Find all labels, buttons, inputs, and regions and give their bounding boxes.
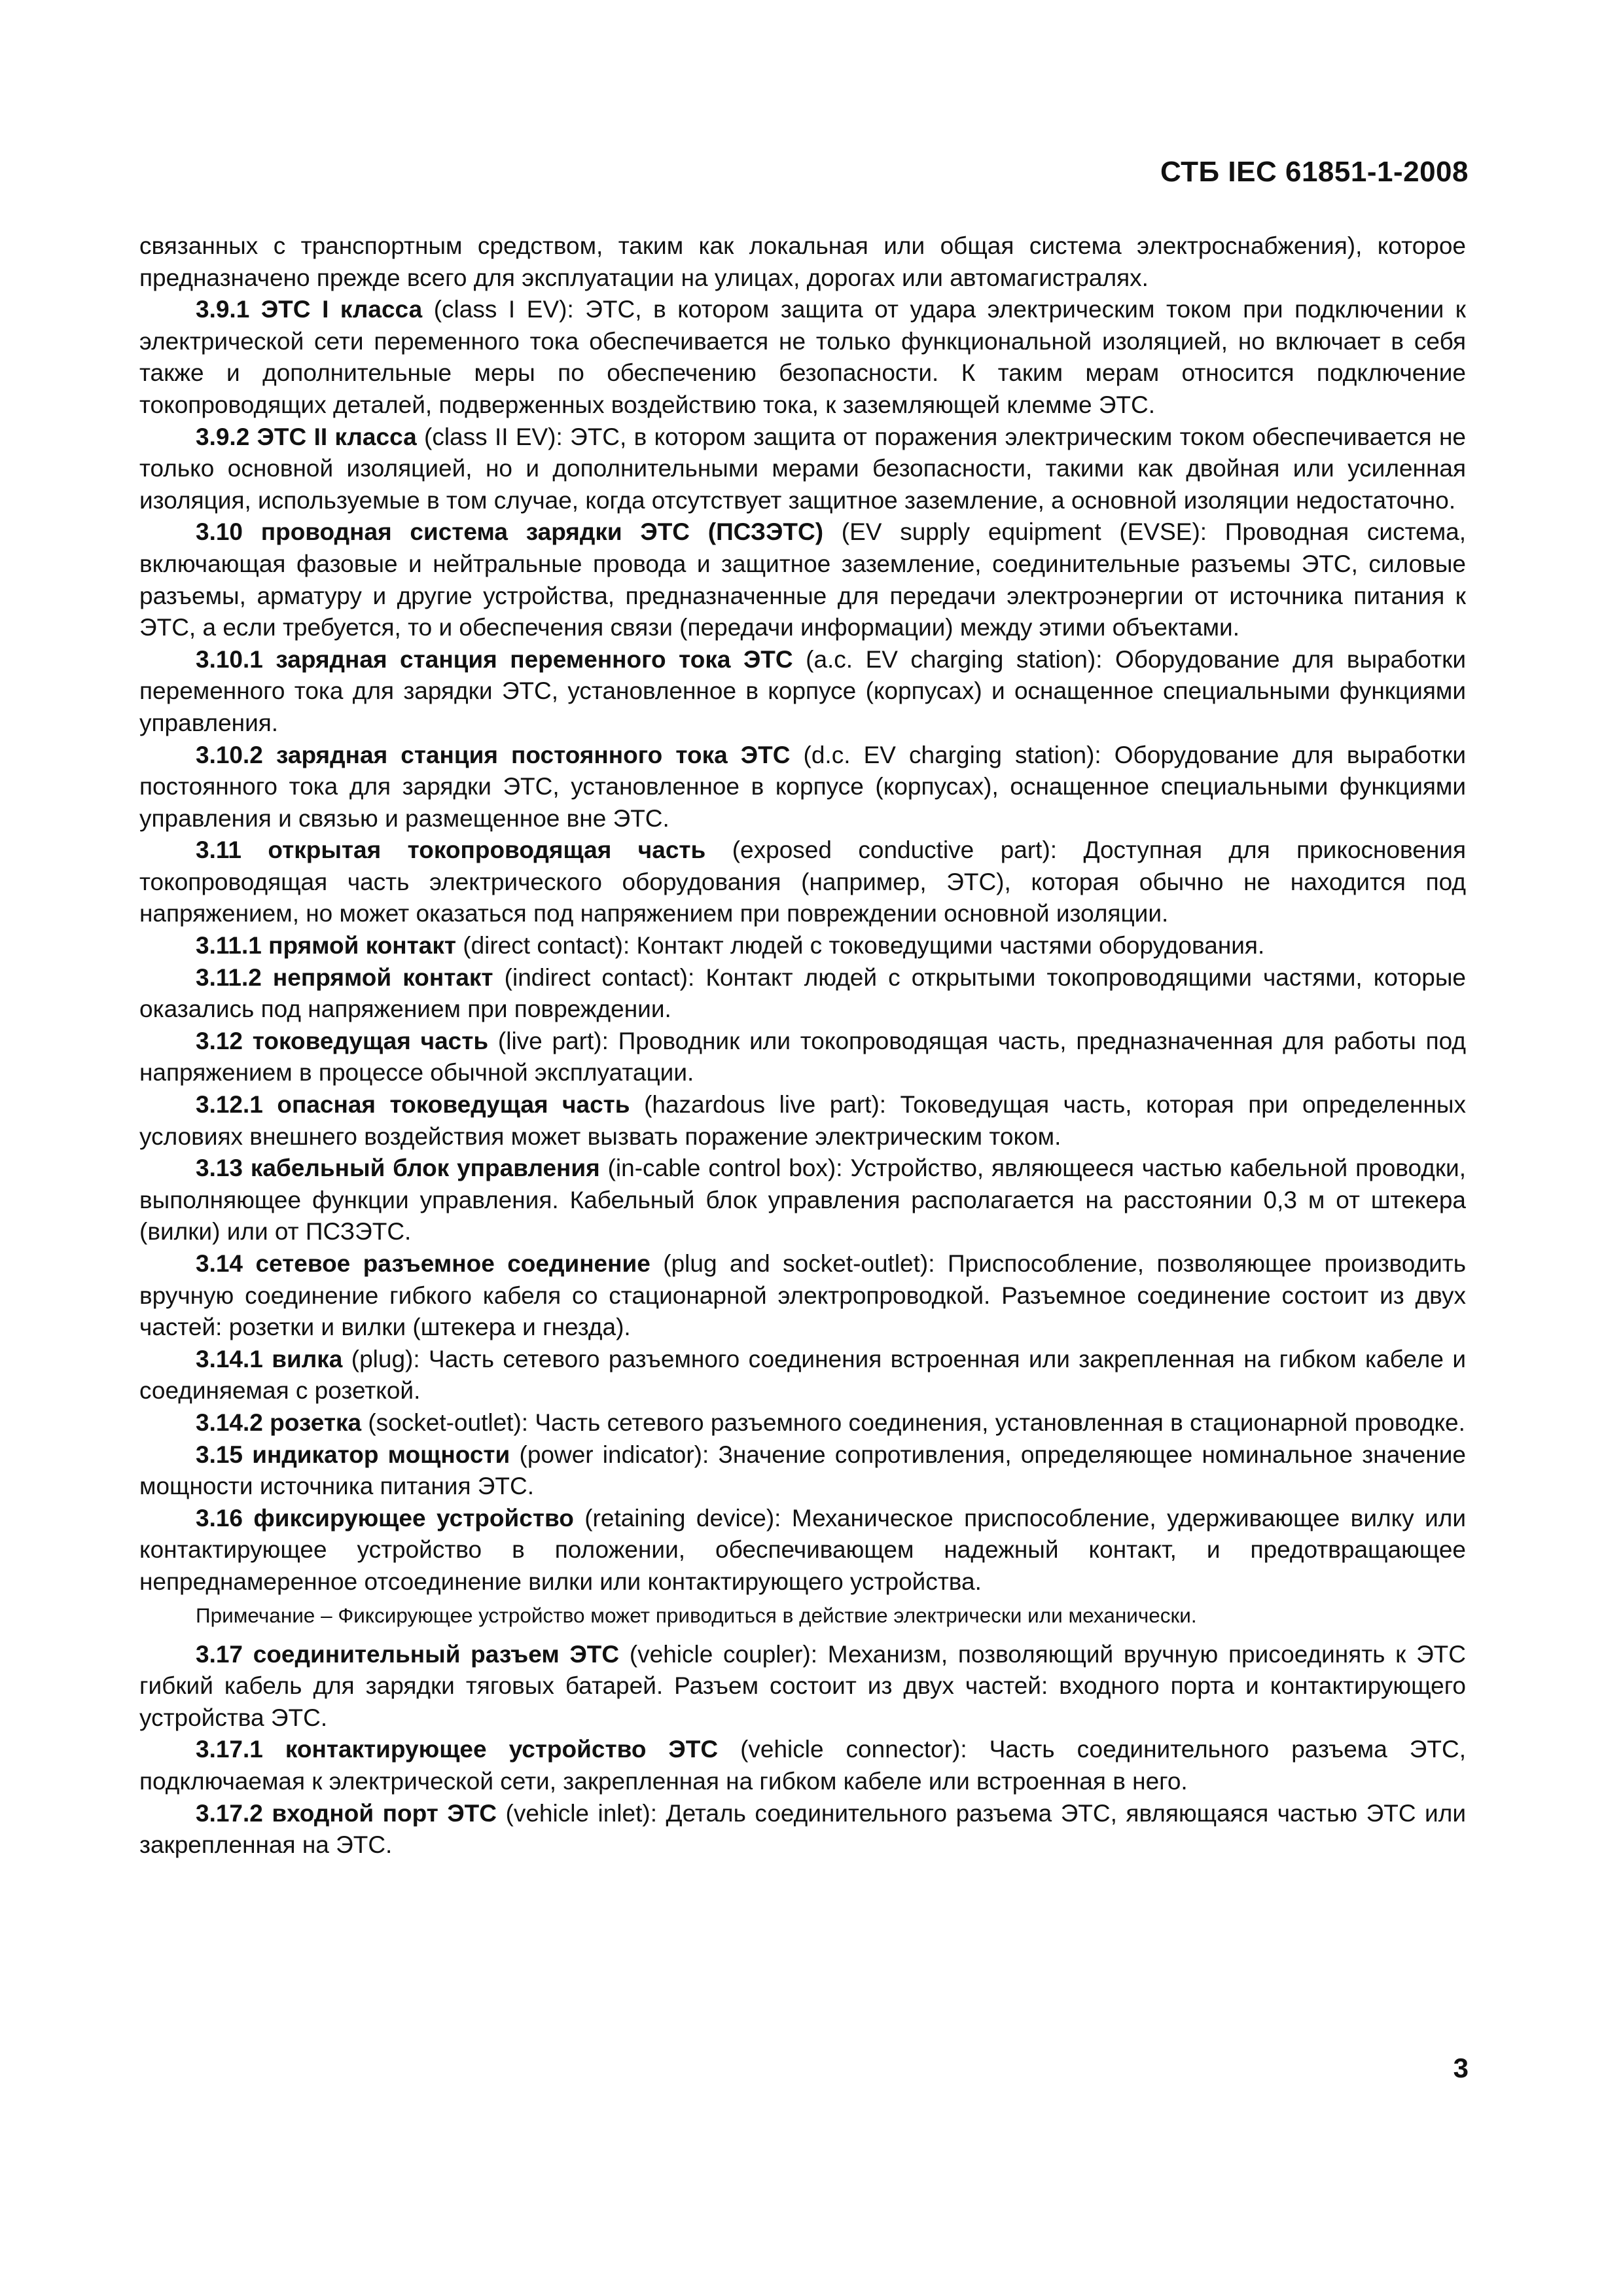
term-label: 3.14.2 розетка [196, 1408, 362, 1436]
definition-text: (class II EV): ЭТС, в котором защита от поражения электрическим током обеспечивается не только основной изоляцией, но и дополнительными мерами безопасности, такими как двойная или усиленная изоляция, используемые в том случае, когда отсутствует защитное заземление, а основной изоляции недостаточно. [139, 423, 1466, 514]
definition-3-14-2 [139, 1407, 1466, 1439]
page-number: 3 [1453, 2053, 1469, 2083]
term-label: 3.17.2 входной порт ЭТС [196, 1799, 497, 1827]
definition-text: (retaining device): Механическое приспособление, удерживающее вилку или контактирующее устройство в положении, обеспечивающем надежный контакт, и предотвращающее непреднамеренное отсоединение вилки или контактирующего устройства. [139, 1504, 1467, 1595]
definition-3-12 [139, 1026, 1466, 1089]
definition-3-15 [139, 1439, 1466, 1503]
definition-text: (vehicle inlet): Деталь соединительного разъема ЭТС, являющаяся частью ЭТС или закрепленная на ЭТС. [139, 1799, 1466, 1859]
definition-text: (socket-outlet): Часть сетевого разъемного соединения, установленная в стационарной проводке. [361, 1408, 1465, 1436]
document-header: СТБ IEC 61851-1-2008 [1160, 156, 1469, 188]
term-label: 3.9.1 ЭТС I класса [196, 296, 423, 323]
definition-text: (exposed conductive part): Доступная для прикосновения токопроводящая часть электрического оборудования (например, ЭТС), которая обычно не находится под напряжением, но может оказаться под напряжением при повреждении основной изоляции. [139, 836, 1466, 927]
definition-3-9-1 [139, 294, 1466, 421]
definition-text: (live part): Проводник или токопроводящая часть, предназначенная для работы под напряжением в процессе обычной эксплуатации. [139, 1027, 1466, 1086]
definition-3-11-2 [139, 962, 1466, 1026]
term-label: 3.10 проводная система зарядки ЭТС (ПСЗЭТС) [196, 518, 824, 546]
definition-3-10-1 [139, 644, 1466, 740]
definition-text: (plug and socket-outlet): Приспособление, позволяющее производить вручную соединение гибкого кабеля со стационарной электропроводкой. Разъемное соединение состоит из двух частей: розетки и вилки (штекера и гнезда). [139, 1250, 1466, 1341]
term-label: 3.10.1 зарядная станция переменного тока ЭТС [196, 645, 793, 673]
note: Примечание – Фиксирующее устройство может приводиться в действие электрически или механически. [196, 1603, 1197, 1627]
definition-text: (direct contact): Контакт людей с токоведущими частями оборудования. [456, 932, 1265, 960]
definition-3-17-2 [139, 1798, 1466, 1861]
definition-text: (class I EV): ЭТС, в котором защита от удара электрическим током при подключении к электрической сети переменного тока обеспечивается не только функциональной изоляцией, но включает в себя также и дополнительные меры по обеспечению безопасности. К таким мерам относится подключение токопроводящих деталей, подверженных воздействию тока, к заземляющей клемме ЭТС. [139, 296, 1466, 418]
paragraph-text: связанных с транспортным средством, таким как локальная или общая система электроснабжения), которое предназначено прежде всего для эксплуатации на улицах, дорогах или автомагистралях. [139, 232, 1466, 291]
definition-3-10-2 [139, 740, 1466, 835]
definition-3-14 [139, 1248, 1466, 1344]
term-label: 3.13 кабельный блок управления [196, 1155, 600, 1182]
definition-text: (in-cable control box): Устройство, являющееся частью кабельной проводки, выполняющее функции управления. Кабельный блок управления располагается на расстоянии 0,3 м от штекера (вилки) или от ПСЗЭТС. [139, 1155, 1466, 1246]
document-body [139, 230, 1466, 1861]
term-label: 3.11 открытая токопроводящая часть [196, 836, 706, 864]
definition-3-16 [139, 1503, 1466, 1598]
definition-3-9-2 [139, 422, 1466, 517]
term-label: 3.17 соединительный разъем ЭТС [196, 1640, 620, 1668]
definition-text: (EV supply equipment (EVSE): Проводная система, включающая фазовые и нейтральные провода и защитное заземление, соединительные разъемы ЭТС, силовые разъемы, арматуру и другие устройства, предназначенные для передачи электроэнергии от источника питания к ЭТС, а если требуется, то и обеспечения связи (передачи информации) между этими объектами. [139, 518, 1466, 641]
definition-text: (indirect contact): Контакт людей с открытыми токопроводящими частями, которые оказались под напряжением при повреждении. [139, 963, 1467, 1023]
term-label: 3.17.1 контактирующее устройство ЭТС [196, 1736, 719, 1763]
definition-3-12-1 [139, 1089, 1466, 1153]
definition-3-10 [139, 516, 1466, 643]
term-label: 3.16 фиксирующее устройство [196, 1504, 574, 1532]
definition-text: (hazardous live part): Токоведущая часть, которая при определенных условиях внешнего воздействия может вызвать поражение электрическим током. [139, 1091, 1467, 1150]
definition-3-11 [139, 834, 1466, 930]
term-label: 3.14.1 вилка [196, 1345, 343, 1372]
term-label: 3.9.2 ЭТС II класса [196, 423, 417, 450]
definition-3-17 [139, 1639, 1466, 1734]
definition-3-13 [139, 1153, 1466, 1248]
definition-text: (vehicle coupler): Механизм, позволяющий вручную присоединять к ЭТС гибкий кабель для зарядки тяговых батарей. Разъем состоит из двух частей: входного порта и контактирующего устройства ЭТС. [139, 1640, 1466, 1731]
term-label: 3.11.1 прямой контакт [196, 932, 456, 960]
definition-text: (d.c. EV charging station): Оборудование для выработки постоянного тока для зарядки ЭТС, установленное в корпусе (корпусах), оснащенное специальными функциями управления и связью и размещенное вне ЭТС. [139, 741, 1466, 832]
term-label: 3.12.1 опасная токоведущая часть [196, 1091, 630, 1119]
term-label: 3.14 сетевое разъемное соединение [196, 1250, 651, 1277]
definition-3-14-1 [139, 1344, 1466, 1407]
definition-3-11-1 [139, 930, 1466, 962]
definition-text: (a.c. EV charging station): Оборудование для выработки переменного тока для зарядки ЭТС, установленное в корпусе (корпусах) и оснащенное специальными функциями управления. [139, 645, 1466, 736]
term-label: 3.11.2 непрямой контакт [196, 963, 493, 991]
definition-text: (vehicle connector): Часть соединительного разъема ЭТС, подключаемая к электрической сети, закрепленная на гибком кабеле или встроенная в него. [139, 1736, 1466, 1795]
definition-text: (power indicator): Значение сопротивления, определяющее номинальное значение мощности источника питания ЭТС. [139, 1441, 1466, 1500]
term-label: 3.10.2 зарядная станция постоянного тока ЭТС [196, 741, 791, 768]
term-label: 3.12 токоведущая часть [196, 1027, 489, 1054]
definition-3-17-1 [139, 1734, 1466, 1797]
paragraph-continuation [139, 230, 1466, 294]
definition-text: (plug): Часть сетевого разъемного соединения встроенная или закрепленная на гибком кабеле и соединяемая с розеткой. [139, 1345, 1466, 1405]
term-label: 3.15 индикатор мощности [196, 1441, 510, 1468]
